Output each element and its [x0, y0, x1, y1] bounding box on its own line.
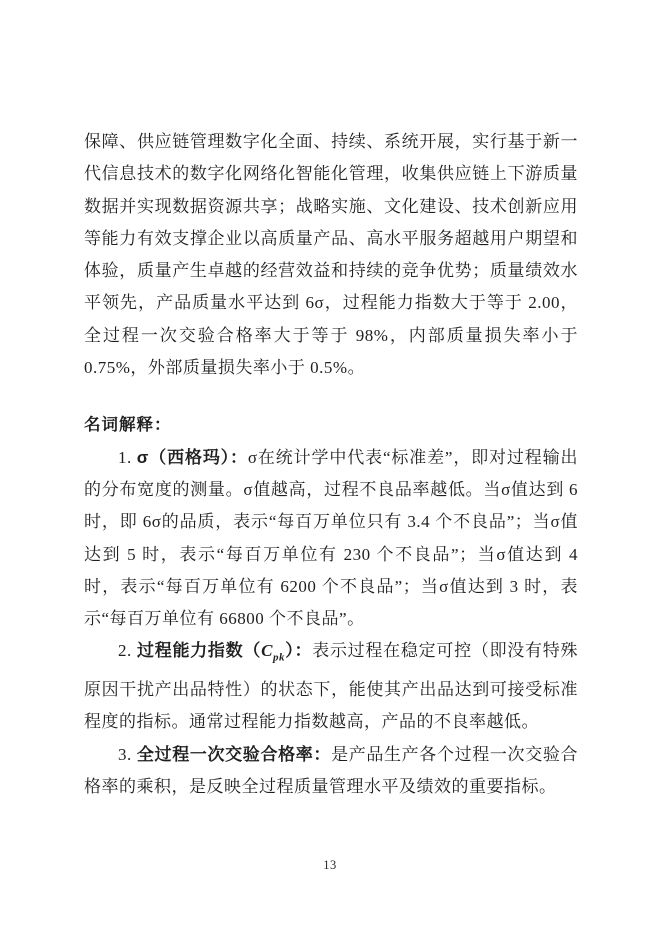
term-first-pass-yield [84, 739, 578, 804]
term-cpk-number: 2. [118, 641, 132, 661]
term-sigma [84, 442, 578, 636]
page-number: 13 [323, 858, 337, 872]
term-fpy-label: 全过程一次交验合格率： [136, 744, 332, 764]
term-cpk-definition: 表示过程在稳定可控（即没有特殊原因干扰产出品特性）的状态下，能使其产出品达到可接受标准程度的指标。通常过程能力指数越高，产品的不良率越低。 [84, 641, 579, 732]
term-sigma-label: σ（西格玛）： [136, 447, 248, 467]
page-footer [0, 856, 660, 874]
term-fpy-definition: 是产品生产各个过程一次交验合格率的乘积，是反映全过程质量管理水平及绩效的重要指标。 [84, 744, 579, 797]
term-cpk-label [136, 641, 313, 664]
term-cpk-label-prefix: 过程能力指数（ [136, 641, 262, 661]
paragraph-quality-overview: 保障、供应链管理数字化全面、持续、系统开展，实行基于新一代信息技术的数字化网络化智能化管理，收集供应链上下游质量数据并实现数据资源共享；战略实施、文化建设、技术创新应用等能力有效支撑企业以高质量产品、高水平服务超越用户期望和体验，质量产生卓越的经营效益和持续的竞争优势；质量绩效水平领先，产品质量水平达到 6σ，过程能力指数大于等于 2.00，全过程一次交验合格率大于等于 98%，内部质量损失率小于 0.75%，外部质量损失率小于 0.5%。 [84, 132, 578, 378]
document-body [84, 126, 578, 803]
term-cpk-label-suffix: ）： [284, 641, 313, 661]
term-cpk [84, 635, 578, 738]
term-fpy-number: 3. [118, 744, 132, 764]
glossary-heading: 名词解释： [84, 416, 172, 435]
cpk-symbol: C [261, 641, 273, 661]
term-sigma-definition: σ在统计学中代表“标准差”，即对过程输出的分布宽度的测量。σ值越高，过程不良品率越低。当σ值达到 6 时，即 6σ的品质，表示“每百万单位只有 3.4 个不良品”；当σ值达到 5 时，表示“每百万单位有 230 个不良品”；当σ值达到 4 时，表示“每百万单位有 6200 个不良品”；当σ值达到 3 时，表示“每百万单位有 66800 个不良品”。 [84, 447, 578, 629]
term-sigma-number: 1. [118, 447, 132, 467]
cpk-symbol-subscript: pk [272, 651, 285, 664]
